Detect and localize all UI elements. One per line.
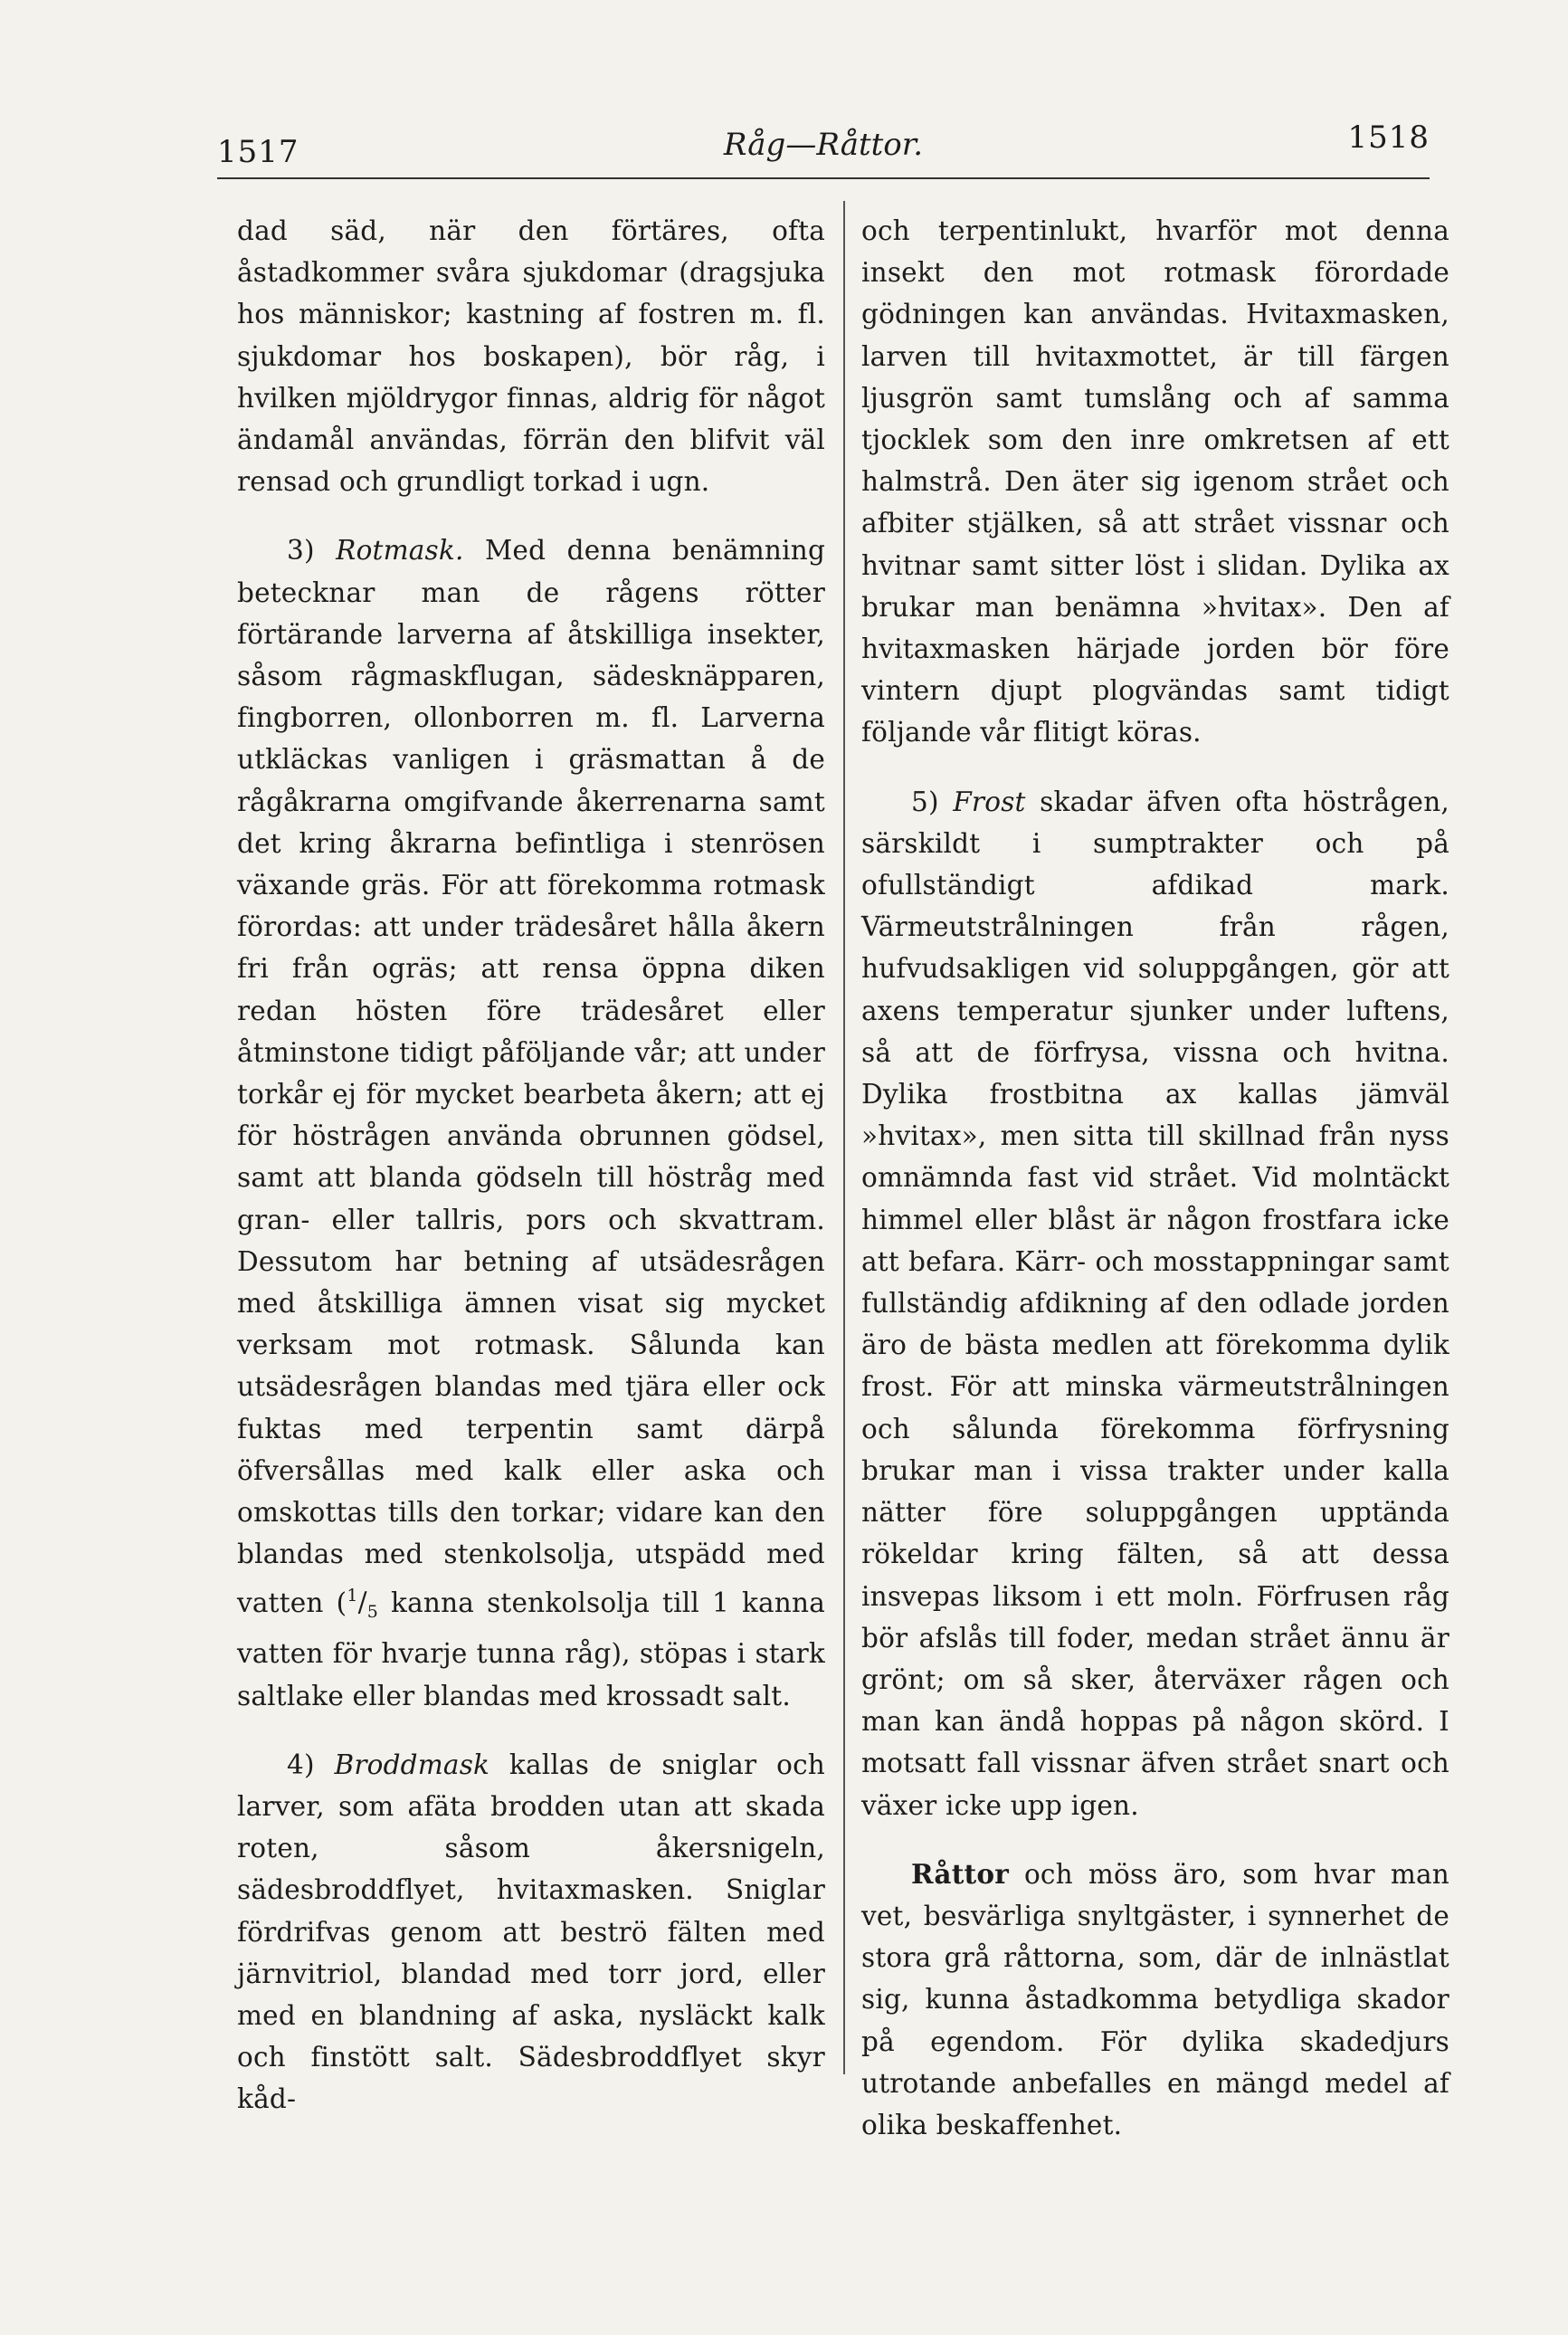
page-number-right: 1518 [1347, 119, 1430, 156]
term-rattor: Råttor [911, 1857, 1009, 1890]
frost-text: skadar äfven ofta höstrågen, särskildt i sumptrakter och på ofullständigt afdikad mark. Värmeutstrålningen från rågen, hufvudsakligen vid soluppgången, gör att axens temperatur sjunker under luftens, så att de förfrysa, vissna och hvitna. Dylika frostbitna ax kallas jämväl »hvitax», men sitta till skillnad från nyss omnämnda fast vid strået. Vid molntäckt himmel eller blåst är någon frostfara icke att befara. Kärr- och mosstappningar samt fullständig afdikning af den odlade jorden äro de bästa medlen att förekomma dylik frost. För att minska värmeutstrålningen och sålunda förekomma förfrysning brukar man i vissa trakter under kalla nätter före soluppgången upptända rökeldar kring fälten, så att dessa insvepas liksom i ett moln. Förfrusen råg bör afslås till foder, medan strået ännu är grönt; om så sker, återväxer rågen och man kan ändå hoppas på någon skörd. I motsatt fall vissnar äfven strået snart och växer icke upp igen. [861, 786, 1449, 1821]
paragraph-broddmask [237, 1744, 825, 2121]
item-number: 4) [287, 1749, 315, 1780]
term-rotmask: Rotmask. [336, 535, 464, 567]
page-number-left: 1517 [217, 134, 299, 170]
fraction-one-fifth: $^1/_5$ [347, 1586, 379, 1623]
page-header [217, 119, 1430, 174]
running-title: Råg—Råttor. [723, 127, 924, 163]
term-broddmask: Broddmask [334, 1749, 490, 1780]
rattor-text: och möss äro, som hvar man vet, besvärliga snyltgäster, i synnerhet de stora grå råttorna, som, där de inlnästlat sig, kunna åstadkomma betydliga skador på egendom. För dylika skadedjurs utrotande anbefalles en mängd medel af olika beskaffenhet. [861, 1858, 1449, 2140]
paragraph-rattor [861, 1854, 1449, 2146]
column-divider [843, 201, 845, 2074]
paragraph-hvitaxmask: och terpentinlukt, hvarför mot denna insekt den mot rotmask förordade gödningen kan användas. Hvitaxmasken, larven till hvitaxmottet, är till färgen ljusgrön samt tumslång och af samma tjocklek som den inre omkretsen af ett halmstrå. Den äter sig igenom strået och afbiter stjälken, så att strået vissnar och hvitnar samt sitter löst i slidan. Dylika ax brukar man benämna »hvitax». Den af hvitaxmasken härjade jorden bör före vintern djupt plogvändas samt tidigt följande vår flitigt köras. [861, 215, 1449, 748]
rotmask-text-b: kanna stenkolsolja till 1 kanna vatten för hvarje tunna råg), stöpas i stark saltlake eller blandas med krossadt salt. [237, 1587, 825, 1711]
header-rule [217, 177, 1430, 179]
paragraph-rotmask [237, 529, 825, 1716]
paragraph-frost [861, 781, 1449, 1826]
broddmask-text: kallas de sniglar och larver, som afäta brodden utan att skada roten, såsom åkersnigeln, sädesbroddflyet, hvitaxmasken. Sniglar fördrifvas genom att beströ fälten med järnvitriol, blandad med torr jord, eller med en blandning af aska, nysläckt kalk och finstött salt. Sädesbroddflyet skyr kåd- [237, 1749, 825, 2115]
term-frost: Frost [953, 786, 1026, 817]
item-number: 5) [911, 786, 939, 817]
right-column [861, 210, 1449, 2146]
left-column [237, 210, 825, 2121]
paragraph-mjoldryga-cont: dad säd, när den förtäres, ofta åstadkommer svåra sjukdomar (dragsjuka hos människor; kastning af fostren m. fl. sjukdomar hos boskapen), bör råg, i hvilken mjöldrygor finnas, aldrig för något ändamål användas, förrän den blifvit väl rensad och grundligt torkad i ugn. [237, 215, 825, 498]
rotmask-text-a: Med denna benämning betecknar man de rågens rötter förtärande larverna af åtskilliga insekter, såsom rågmaskflugan, sädesknäpparen, fingborren, ollonborren m. fl. Larverna utkläckas vanligen i gräsmattan å de rågåkrarna omgifvande åkerrenarna samt det kring åkrarna befintliga i stenrösen växande gräs. För att förekomma rotmask förordas: att under trädesåret hålla åkern fri från ogräs; att rensa öppna diken redan hösten före trädesåret eller åtminstone tidigt påföljande vår; att under torkår ej för mycket bearbeta åkern; att ej för höstrågen använda obrunnen gödsel, samt att blanda gödseln till höstråg med gran- eller tallris, pors och skvattram. Dessutom har betning af utsädesrågen med åtskilliga ämnen visat sig mycket verksam mot rotmask. Sålunda kan utsädesrågen blandas med tjära eller ock fuktas med terpentin samt därpå öfversållas med kalk eller aska och omskottas tills den torkar; vidare kan den blandas med stenkolsolja, utspädd med vatten ( [237, 535, 826, 1618]
item-number: 3) [287, 535, 315, 567]
